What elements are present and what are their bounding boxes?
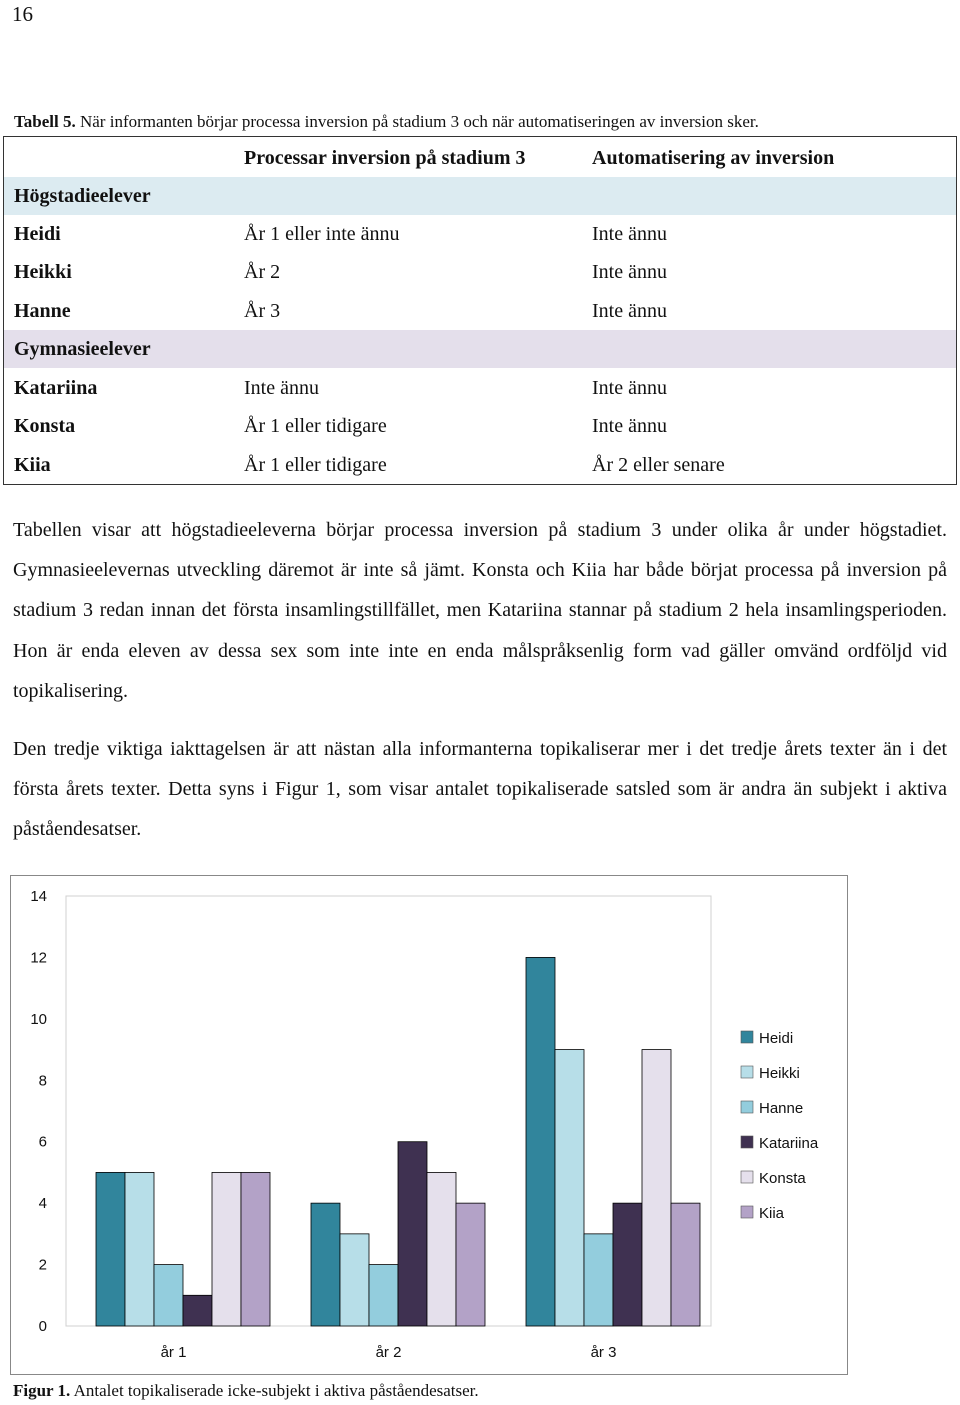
automation-value: Inte ännu [592, 261, 667, 283]
bar [671, 1203, 700, 1326]
bar [183, 1295, 212, 1326]
figure-caption-label: Figur 1. [13, 1381, 71, 1400]
table-caption [14, 112, 759, 132]
stage3-value: Inte ännu [244, 377, 319, 399]
table-caption-text: När informanten börjar processa inversion på stadium 3 och när automatiseringen av inversion sker. [79, 112, 759, 131]
bar [642, 1050, 671, 1326]
table-row [4, 446, 956, 484]
table-header-automation: Automatisering av inversion [592, 147, 835, 169]
stage3-value: År 1 eller inte ännu [244, 223, 400, 245]
student-name: Hanne [14, 300, 71, 322]
bar [398, 1142, 427, 1326]
table-header-stage3: Processar inversion på stadium 3 [244, 147, 526, 169]
legend-label: Heikki [759, 1065, 800, 1082]
bar [613, 1203, 642, 1326]
bar [311, 1203, 340, 1326]
bar-chart [11, 876, 847, 1374]
automation-value: År 2 eller senare [592, 454, 725, 476]
data-table [3, 136, 957, 485]
x-tick-label: år 2 [375, 1344, 402, 1361]
table-row [4, 215, 956, 253]
bar [456, 1203, 485, 1326]
table-caption-label: Tabell 5. [14, 112, 76, 131]
student-name: Kiia [14, 454, 51, 476]
table-group-row [4, 330, 956, 368]
y-tick-label: 14 [30, 888, 47, 905]
y-tick-label: 8 [38, 1072, 47, 1090]
figure-caption-text: Antalet topikaliserade icke-subjekt i aktiva påståendesatser. [73, 1381, 479, 1400]
bar [340, 1234, 369, 1326]
table-row [4, 369, 956, 407]
bar [125, 1172, 154, 1326]
legend-label: Konsta [759, 1170, 806, 1187]
body-paragraph: Den tredje viktiga iakttagelsen är att nästan alla informanterna topikaliserar mer i det tredje årets texter än i det första årets texter. Detta syns i Figur 1, som visar antalet topikaliserade satsled som är andra än subjekt i aktiva påståendesatser. [13, 738, 947, 841]
body-paragraph: Tabellen visar att högstadieeleverna börjar processa inversion på stadium 3 under olika år under högstadiet. Gymnasieelevernas utveckling däremot är inte så jämt. Konsta och Kiia har både börjat processa på inversion på stadium 3 redan innan det första insamlingstillfället, men Katariina stannar på stadium 2 hela insamlingsperioden. Hon är enda eleven av dessa sex som inte inte en enda målspråksenlig form vad gäller omvänd ordföljd vid topikalisering. [13, 519, 947, 702]
group-label: Högstadieelever [14, 185, 151, 207]
y-tick-label: 6 [38, 1133, 47, 1151]
bar [96, 1172, 125, 1326]
stage3-value: År 1 eller tidigare [244, 415, 387, 437]
y-tick-label: 4 [38, 1195, 47, 1213]
student-name: Heikki [14, 261, 72, 283]
legend-swatch [741, 1066, 753, 1078]
legend-label: Katariina [759, 1135, 819, 1152]
bar [154, 1265, 183, 1326]
legend-label: Heidi [759, 1030, 794, 1047]
legend-swatch [741, 1171, 753, 1183]
y-tick-label: 12 [30, 949, 47, 967]
legend-swatch [741, 1206, 753, 1218]
legend-swatch [741, 1031, 753, 1043]
bar [427, 1172, 456, 1326]
group-label: Gymnasieelever [14, 338, 151, 360]
table-row [4, 253, 956, 291]
y-tick-label: 10 [30, 1010, 47, 1028]
x-tick-label: år 1 [160, 1344, 187, 1361]
table-row [4, 292, 956, 330]
x-tick-label: år 3 [590, 1344, 617, 1361]
bar [212, 1172, 241, 1326]
bar [369, 1265, 398, 1326]
bar [584, 1234, 613, 1326]
y-tick-label: 2 [38, 1256, 47, 1274]
y-tick-label: 0 [38, 1318, 47, 1335]
page-number: 16 [12, 2, 33, 26]
chart-frame [10, 875, 848, 1375]
automation-value: Inte ännu [592, 415, 667, 437]
student-name: Heidi [14, 223, 61, 245]
bar [526, 957, 555, 1326]
legend-label: Hanne [759, 1100, 804, 1117]
figure-caption [13, 1381, 479, 1401]
student-name: Katariina [14, 377, 98, 399]
legend-swatch [741, 1136, 753, 1148]
automation-value: Inte ännu [592, 377, 667, 399]
stage3-value: År 3 [244, 300, 281, 322]
table-group-row [4, 177, 956, 215]
legend-swatch [741, 1101, 753, 1113]
student-name: Konsta [14, 415, 76, 437]
stage3-value: År 1 eller tidigare [244, 454, 387, 476]
legend-label: Kiia [759, 1205, 785, 1222]
automation-value: Inte ännu [592, 300, 667, 322]
table-row [4, 407, 956, 445]
automation-value: Inte ännu [592, 223, 667, 245]
bar [241, 1172, 270, 1326]
table-header-row [4, 139, 956, 177]
bar [555, 1050, 584, 1326]
stage3-value: År 2 [244, 261, 281, 283]
